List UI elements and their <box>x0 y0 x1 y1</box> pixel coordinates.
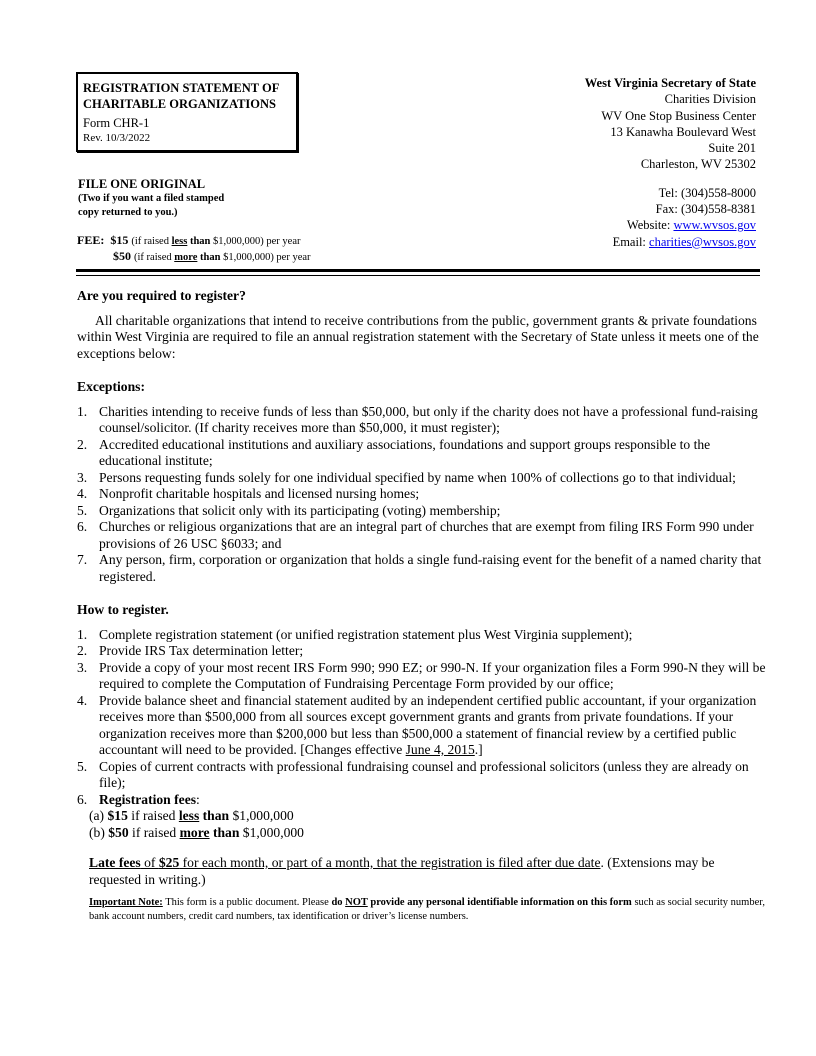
item-text: Accredited educational institutions and auxiliary associations, foundations and support groups responsible to the educational institute; <box>99 436 711 468</box>
item-text: Copies of current contracts with professional fundraising counsel and professional solicitors (unless they are already on file); <box>99 758 749 790</box>
email-label: Email: <box>612 234 650 249</box>
item-text: Provide IRS Tax determination letter; <box>99 643 304 658</box>
file-one-original: FILE ONE ORIGINAL <box>78 177 206 191</box>
email-link[interactable]: charities@wvsos.gov <box>649 234 756 249</box>
list-item: 5. Organizations that solicit only with its participating (voting) membership; <box>77 502 501 518</box>
exceptions-heading: Exceptions: <box>77 379 145 394</box>
header-divider <box>76 269 760 276</box>
t: This form is a public document. Please <box>162 897 332 908</box>
agency-tel: Tel: (304)558-8000 <box>658 185 756 200</box>
fee-amount: $50 <box>113 249 131 263</box>
effective-date: June 4, 2015 <box>405 742 475 757</box>
agency-suite: Suite 201 <box>708 141 756 156</box>
t: for each month, or part of a month, that the registration is filed after due date <box>179 855 601 870</box>
t: than <box>199 808 230 823</box>
list-item: 2. Accredited educational institutions and auxiliary associations, foundations and support groups responsible to the educational institute; <box>77 436 711 468</box>
fee-text: than <box>187 236 211 247</box>
intro-text: All charitable organizations that intend to receive contributions from the public, government grants & private foundations within West Virginia are required to file an annual registration statement with the Secretary of State unless it meets one of the exceptions below: <box>77 312 759 361</box>
intro-heading: Are you required to register? <box>77 288 246 303</box>
t: than <box>209 824 240 840</box>
t: . (Extensions may be requested in writing.) <box>89 855 715 887</box>
agency-website <box>585 217 756 233</box>
form-revision: Rev. 10/3/2022 <box>83 132 151 144</box>
fee-summary <box>77 233 311 265</box>
t: if raised <box>128 824 180 840</box>
fee-text: $1,000,000) per year <box>220 252 311 263</box>
fee-text: less <box>171 236 188 247</box>
file-note-2: copy returned to you.) <box>78 207 178 218</box>
item-text: Registration fees <box>99 791 197 807</box>
t: Late fees <box>89 855 141 870</box>
howto-heading: How to register. <box>77 602 169 617</box>
t: $15 <box>107 808 128 823</box>
late-fees <box>77 855 767 888</box>
t: NOT <box>345 897 368 908</box>
list-item: 5. Copies of current contracts with professional fundraising counsel and professional solicitors (unless they are already on file); <box>77 758 749 790</box>
form-title-box <box>76 72 298 152</box>
agency-name: West Virginia Secretary of State <box>584 76 756 90</box>
list-item: 2. Provide IRS Tax determination letter; <box>77 643 304 658</box>
item-text: Organizations that solicit only with its participating (voting) membership; <box>99 502 501 518</box>
agency-city: Charleston, WV 25302 <box>640 157 756 172</box>
form-title-line2: CHARITABLE ORGANIZATIONS <box>83 97 276 111</box>
form-title-line1: REGISTRATION STATEMENT OF <box>83 81 280 95</box>
list-item: 1. Complete registration statement (or unified registration statement plus West Virginia supplement); <box>77 626 633 642</box>
list-item: 6. Churches or religious organizations that are an integral part of churches that are exempt from filing IRS Form 990 under provisions of 26 USC §6033; and <box>77 519 754 551</box>
fee-text: (if raised <box>134 252 175 263</box>
item-text: Churches or religious organizations that are an integral part of churches that are exempt from filing IRS Form 990 under provisions of 26 USC §6033; and <box>99 519 754 551</box>
agency-center: WV One Stop Business Center <box>601 108 756 123</box>
website-link[interactable]: www.wvsos.gov <box>673 218 756 233</box>
list-item: 3. Persons requesting funds solely for one individual specified by name when 100% of collections go to that individual; <box>77 469 736 485</box>
t: $50 <box>108 824 129 840</box>
fee-label: FEE: <box>77 233 105 247</box>
list-item: 7. Any person, firm, corporation or organization that holds a single fund-raising event for the benefit of a named charity that registered. <box>77 552 762 584</box>
fee-option-a <box>89 808 767 825</box>
t: if raised <box>127 808 179 823</box>
t: provide any personal identifiable information on this form <box>367 897 632 908</box>
item-text: Charities intending to receive funds of less than $50,000, but only if the charity does not have a professional fund-raising counsel/solicitor. (If charity receives more than $50,000, it must register); <box>99 403 758 435</box>
howto-list <box>77 627 767 809</box>
item-text: Any person, firm, corporation or organization that holds a single fund-raising event for the benefit of a named charity that registered. <box>99 552 762 584</box>
item-text: Complete registration statement (or unified registration statement plus West Virginia supplement); <box>99 626 633 642</box>
important-note <box>77 896 767 924</box>
item-text: Provide balance sheet and financial statement audited by an independent certified public accountant, if your organization receives more than $500,000 from all sources except government grants and grants from private foundations. If your organization receives more than $200,000 but less than $500,000 a statement of financial review by a certified public accountant will need to be provided. [Changes effective <box>99 692 757 757</box>
list-item: 3. Provide a copy of your most recent IRS Form 990; 990 EZ; or 990-N. If your organization files a Form 990-N they will be required to complete the Computation of Fundraising Percentage Form provided by our office; <box>77 659 766 691</box>
t: (b) <box>89 824 109 840</box>
fee-text: $1,000,000) per year <box>210 236 301 247</box>
file-instructions <box>78 177 224 220</box>
item-text: Provide a copy of your most recent IRS Form 990; 990 EZ; or 990-N. If your organization files a Form 990-N they will be required to complete the Computation of Fundraising Percentage Form provided by our office; <box>99 659 766 691</box>
t: do <box>331 897 346 908</box>
form-number: Form CHR-1 <box>83 116 150 130</box>
t: $25 <box>158 855 180 870</box>
fee-option-b <box>89 825 767 842</box>
t: Important Note: <box>89 897 163 908</box>
t: more <box>179 824 210 840</box>
agency-email <box>585 234 756 250</box>
fee-line-1 <box>77 233 311 249</box>
website-label: Website: <box>626 218 674 233</box>
list-item: 4. Provide balance sheet and financial statement audited by an independent certified public accountant, if your organization receives more than $500,000 from all sources except government grants and grants from private foundations. If your organization receives more than $200,000 but less than $500,000 a statement of financial review by a certified public accountant will need to be provided. [Changes effective June 4, 2015.] <box>77 692 757 757</box>
fee-options <box>77 808 767 841</box>
t: $1,000,000 <box>229 808 294 823</box>
agency-street: 13 Kanawha Boulevard West <box>610 124 756 139</box>
file-note-1: (Two if you want a filed stamped <box>78 193 225 204</box>
t: less <box>178 808 200 823</box>
t: $1,000,000 <box>239 824 304 840</box>
agency-division: Charities Division <box>664 92 756 107</box>
list-item: 4. Nonprofit charitable hospitals and licensed nursing homes; <box>77 486 420 501</box>
agency-contact <box>585 75 756 250</box>
list-item: 1. Charities intending to receive funds of less than $50,000, but only if the charity does not have a professional fund-raising counsel/solicitor. (If charity receives more than $50,000, it must register); <box>77 403 758 435</box>
item-text: Persons requesting funds solely for one individual specified by name when 100% of collections go to that individual; <box>99 469 736 485</box>
exceptions-list <box>77 404 767 586</box>
agency-fax: Fax: (304)558-8381 <box>655 202 756 217</box>
item-text: .] <box>474 742 483 757</box>
t: such as social security number, bank account numbers, credit card numbers, tax identification or driver’s license numbers. <box>89 897 765 922</box>
fee-text: than <box>197 252 221 263</box>
t: (a) <box>89 808 108 823</box>
list-item: 6. Registration fees: <box>77 791 200 807</box>
fee-text: (if raised <box>131 236 172 247</box>
fee-line-2 <box>77 249 311 265</box>
t: of <box>140 855 159 870</box>
fee-amount: $15 <box>110 233 129 247</box>
fee-text: more <box>174 252 198 263</box>
instructions-body <box>77 288 767 924</box>
item-text: Nonprofit charitable hospitals and licensed nursing homes; <box>99 486 420 501</box>
